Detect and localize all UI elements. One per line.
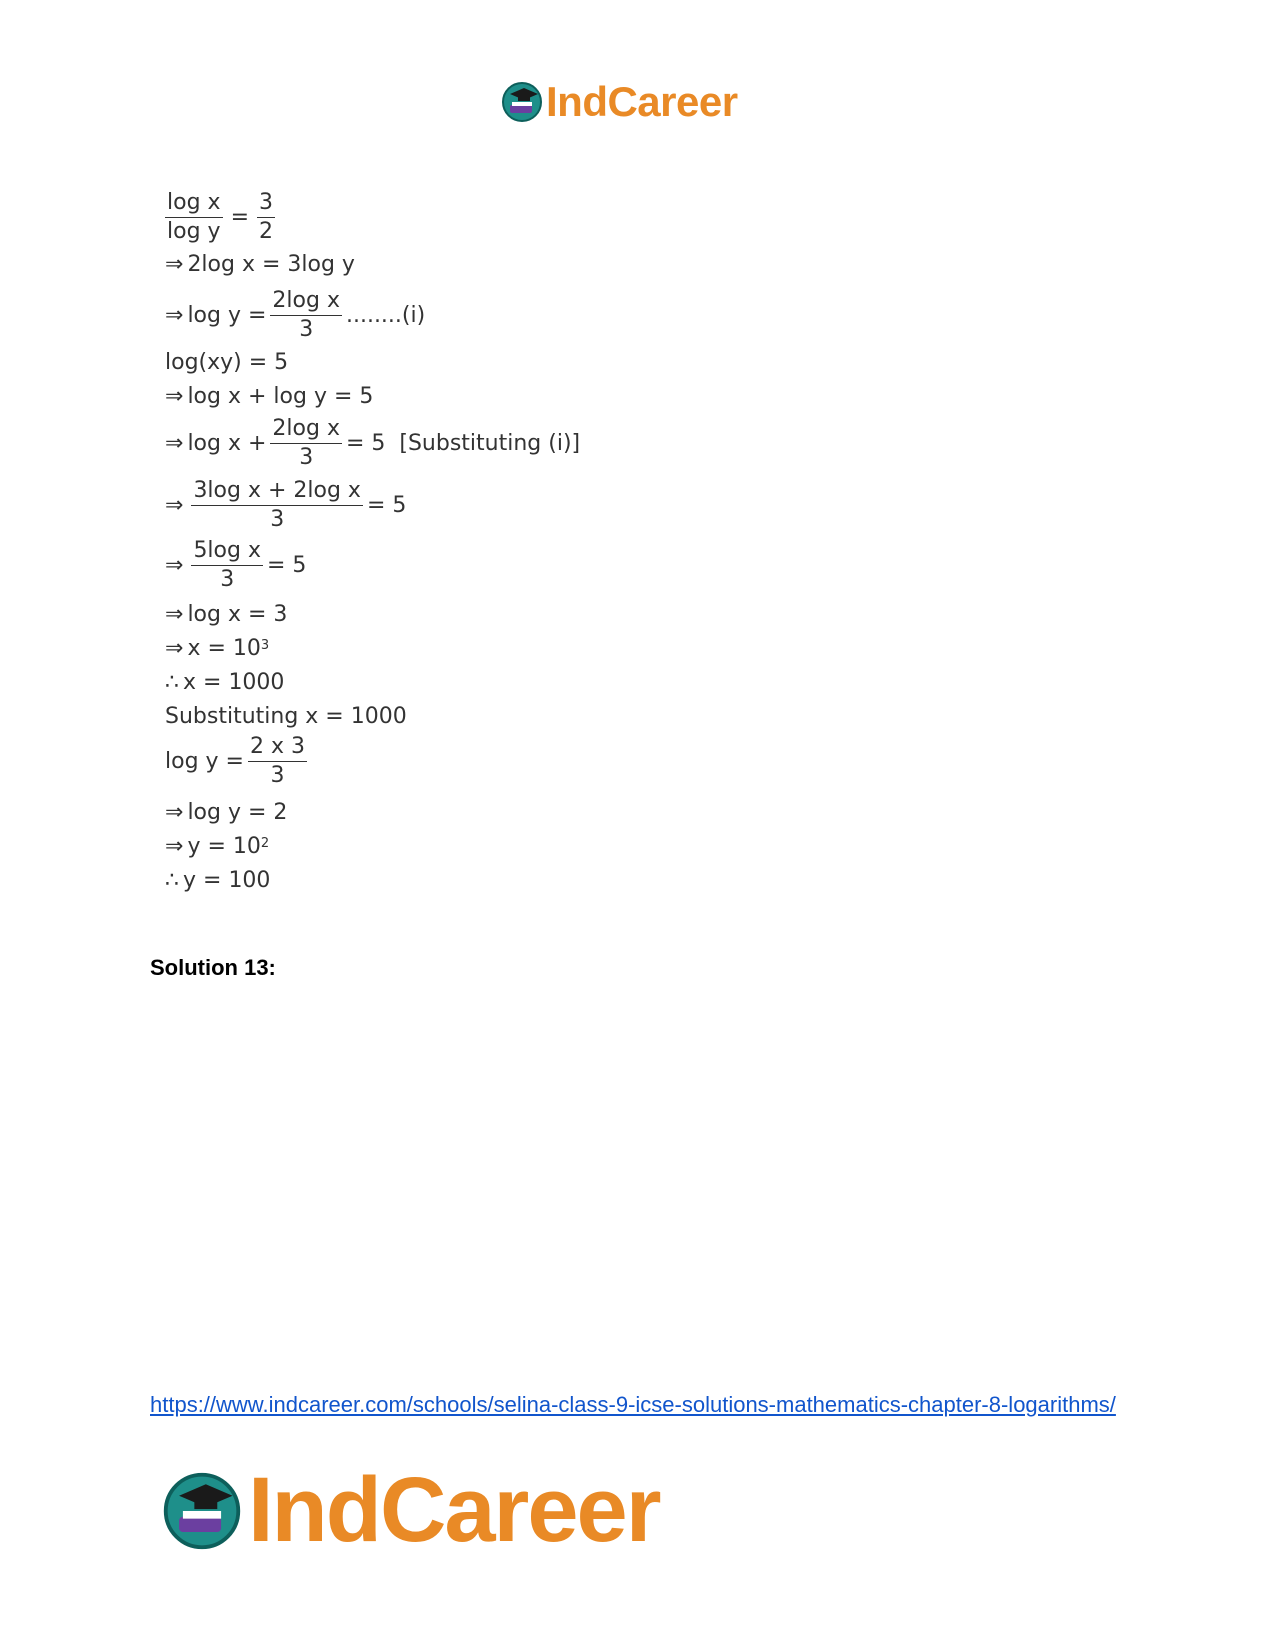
math-line-8: ⇒ $\frac{\text{5log x}}{3}$ = 5 [165, 538, 307, 592]
math-line-4: log(xy) = 5 [165, 350, 289, 375]
math-line-16: ∴ y = 100 [165, 868, 271, 893]
globe-graduate-icon [500, 80, 544, 124]
math-line-11: ∴ x = 1000 [165, 670, 285, 695]
source-link[interactable]: https://www.indcareer.com/schools/selina-class-9-icse-solutions-mathematics-chapter-8-logarithms/ [150, 1392, 1116, 1417]
math-line-2: ⇒ 2log x = 3log y [165, 252, 355, 277]
logo-text: IndCareer [546, 78, 738, 125]
math-line-5: ⇒ log x + log y = 5 [165, 384, 374, 409]
globe-graduate-icon [160, 1469, 244, 1553]
math-line-3: ⇒ log y = $\frac{\text{2log x}}{3}$ ........(i) [165, 288, 426, 342]
math-line-6: ⇒ log x + $\frac{\text{2log x}}{3}$ = 5 [Substituting (i)] [165, 416, 581, 470]
solution-heading: Solution 13: [150, 955, 276, 980]
math-line-7: ⇒ $\frac{\text{3log x + 2log x}}{3}$ = 5 [165, 478, 407, 532]
header-logo[interactable] [500, 78, 738, 126]
math-line-12: Substituting x = 1000 [165, 704, 407, 729]
math-line-15: ⇒ y = 10 $^2$ [165, 834, 270, 859]
math-line-13: log y = $\frac{2 x 3}{3}$ [165, 734, 305, 788]
math-line-9: ⇒ log x = 3 [165, 602, 288, 627]
math-line-14: ⇒ log y = 2 [165, 800, 288, 825]
footer-logo[interactable] [160, 1458, 660, 1563]
math-line-10: ⇒ x = 10 $^3$ [165, 636, 270, 661]
math-line-1: $\frac{\text{log x}}{\text{log y}}$ = $\frac{3}{2}$ [167, 190, 273, 244]
logo-text: IndCareer [248, 1459, 660, 1561]
